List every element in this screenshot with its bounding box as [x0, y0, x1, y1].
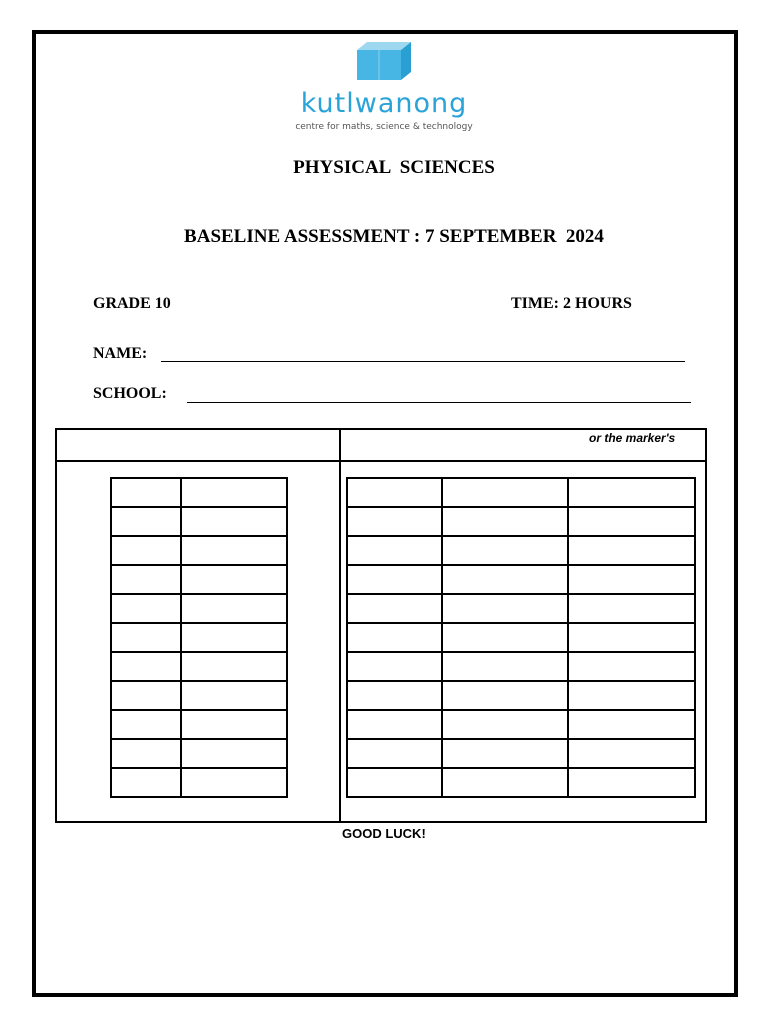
mark-cell[interactable]: [568, 478, 695, 507]
table-row: [347, 681, 695, 710]
mark-cell[interactable]: [347, 768, 442, 797]
table-row: [347, 710, 695, 739]
mark-cell[interactable]: [442, 478, 568, 507]
mark-cell[interactable]: [111, 681, 181, 710]
school-label: SCHOOL:: [93, 385, 167, 402]
mark-cell[interactable]: [347, 594, 442, 623]
mark-cell[interactable]: [347, 565, 442, 594]
name-label: NAME:: [93, 345, 148, 362]
mark-cell[interactable]: [181, 478, 287, 507]
mark-cell[interactable]: [568, 507, 695, 536]
mark-cell[interactable]: [442, 565, 568, 594]
good-luck-text: GOOD LUCK!: [342, 826, 426, 841]
mark-cell[interactable]: [181, 652, 287, 681]
table-row: [347, 623, 695, 652]
mark-cell[interactable]: [568, 710, 695, 739]
table-row: [111, 652, 287, 681]
mark-cell[interactable]: [568, 594, 695, 623]
time-label: TIME: 2 HOURS: [511, 295, 632, 312]
mark-cell[interactable]: [442, 594, 568, 623]
mark-cell[interactable]: [347, 623, 442, 652]
table-row: [111, 507, 287, 536]
marks-table-header-divider: [55, 460, 707, 462]
table-row: [111, 768, 287, 797]
mark-cell[interactable]: [181, 536, 287, 565]
mark-cell[interactable]: [347, 681, 442, 710]
mark-cell[interactable]: [181, 681, 287, 710]
mark-cell[interactable]: [111, 739, 181, 768]
right-marks-grid: [346, 477, 696, 798]
cube-logo-icon: [353, 40, 413, 82]
mark-cell[interactable]: [568, 623, 695, 652]
mark-cell[interactable]: [442, 536, 568, 565]
mark-cell[interactable]: [111, 652, 181, 681]
mark-cell[interactable]: [568, 681, 695, 710]
grade-label: GRADE 10: [93, 295, 171, 312]
marks-table-column-divider: [339, 428, 341, 823]
mark-cell[interactable]: [347, 507, 442, 536]
mark-cell[interactable]: [181, 507, 287, 536]
table-row: [111, 681, 287, 710]
mark-cell[interactable]: [111, 710, 181, 739]
table-row: [111, 536, 287, 565]
table-row: [111, 710, 287, 739]
mark-cell[interactable]: [347, 536, 442, 565]
mark-cell[interactable]: [442, 768, 568, 797]
mark-cell[interactable]: [181, 565, 287, 594]
mark-cell[interactable]: [568, 565, 695, 594]
assessment-title: BASELINE ASSESSMENT : 7 SEPTEMBER 2024: [184, 226, 604, 247]
mark-cell[interactable]: [347, 652, 442, 681]
mark-cell[interactable]: [111, 507, 181, 536]
mark-cell[interactable]: [111, 594, 181, 623]
mark-cell[interactable]: [181, 623, 287, 652]
table-row: [347, 739, 695, 768]
logo-tagline: centre for maths, science & technology: [295, 122, 473, 132]
mark-cell[interactable]: [111, 536, 181, 565]
mark-cell[interactable]: [442, 710, 568, 739]
mark-cell[interactable]: [347, 710, 442, 739]
mark-cell[interactable]: [568, 768, 695, 797]
left-marks-grid: [110, 477, 288, 798]
mark-cell[interactable]: [568, 739, 695, 768]
mark-cell[interactable]: [111, 768, 181, 797]
mark-cell[interactable]: [442, 507, 568, 536]
table-row: [347, 536, 695, 565]
table-row: [347, 478, 695, 507]
mark-cell[interactable]: [181, 768, 287, 797]
mark-cell[interactable]: [442, 681, 568, 710]
subject-title: PHYSICAL SCIENCES: [293, 157, 495, 178]
table-row: [347, 507, 695, 536]
mark-cell[interactable]: [111, 478, 181, 507]
table-row: [347, 565, 695, 594]
table-row: [347, 652, 695, 681]
table-row: [111, 594, 287, 623]
mark-cell[interactable]: [181, 594, 287, 623]
name-field[interactable]: [161, 361, 685, 362]
table-row: [111, 739, 287, 768]
logo-wordmark: kutlwanong: [300, 88, 468, 119]
logo: [0, 40, 768, 87]
table-row: [111, 478, 287, 507]
mark-cell[interactable]: [347, 478, 442, 507]
mark-cell[interactable]: [568, 536, 695, 565]
mark-cell[interactable]: [442, 623, 568, 652]
mark-cell[interactable]: [442, 739, 568, 768]
mark-cell[interactable]: [111, 565, 181, 594]
marker-note: or the marker's: [589, 431, 676, 445]
mark-cell[interactable]: [111, 623, 181, 652]
mark-cell[interactable]: [347, 739, 442, 768]
mark-cell[interactable]: [568, 652, 695, 681]
table-row: [347, 768, 695, 797]
table-row: [111, 565, 287, 594]
mark-cell[interactable]: [181, 710, 287, 739]
mark-cell[interactable]: [181, 739, 287, 768]
mark-cell[interactable]: [442, 652, 568, 681]
school-field[interactable]: [187, 402, 691, 403]
table-row: [347, 594, 695, 623]
table-row: [111, 623, 287, 652]
